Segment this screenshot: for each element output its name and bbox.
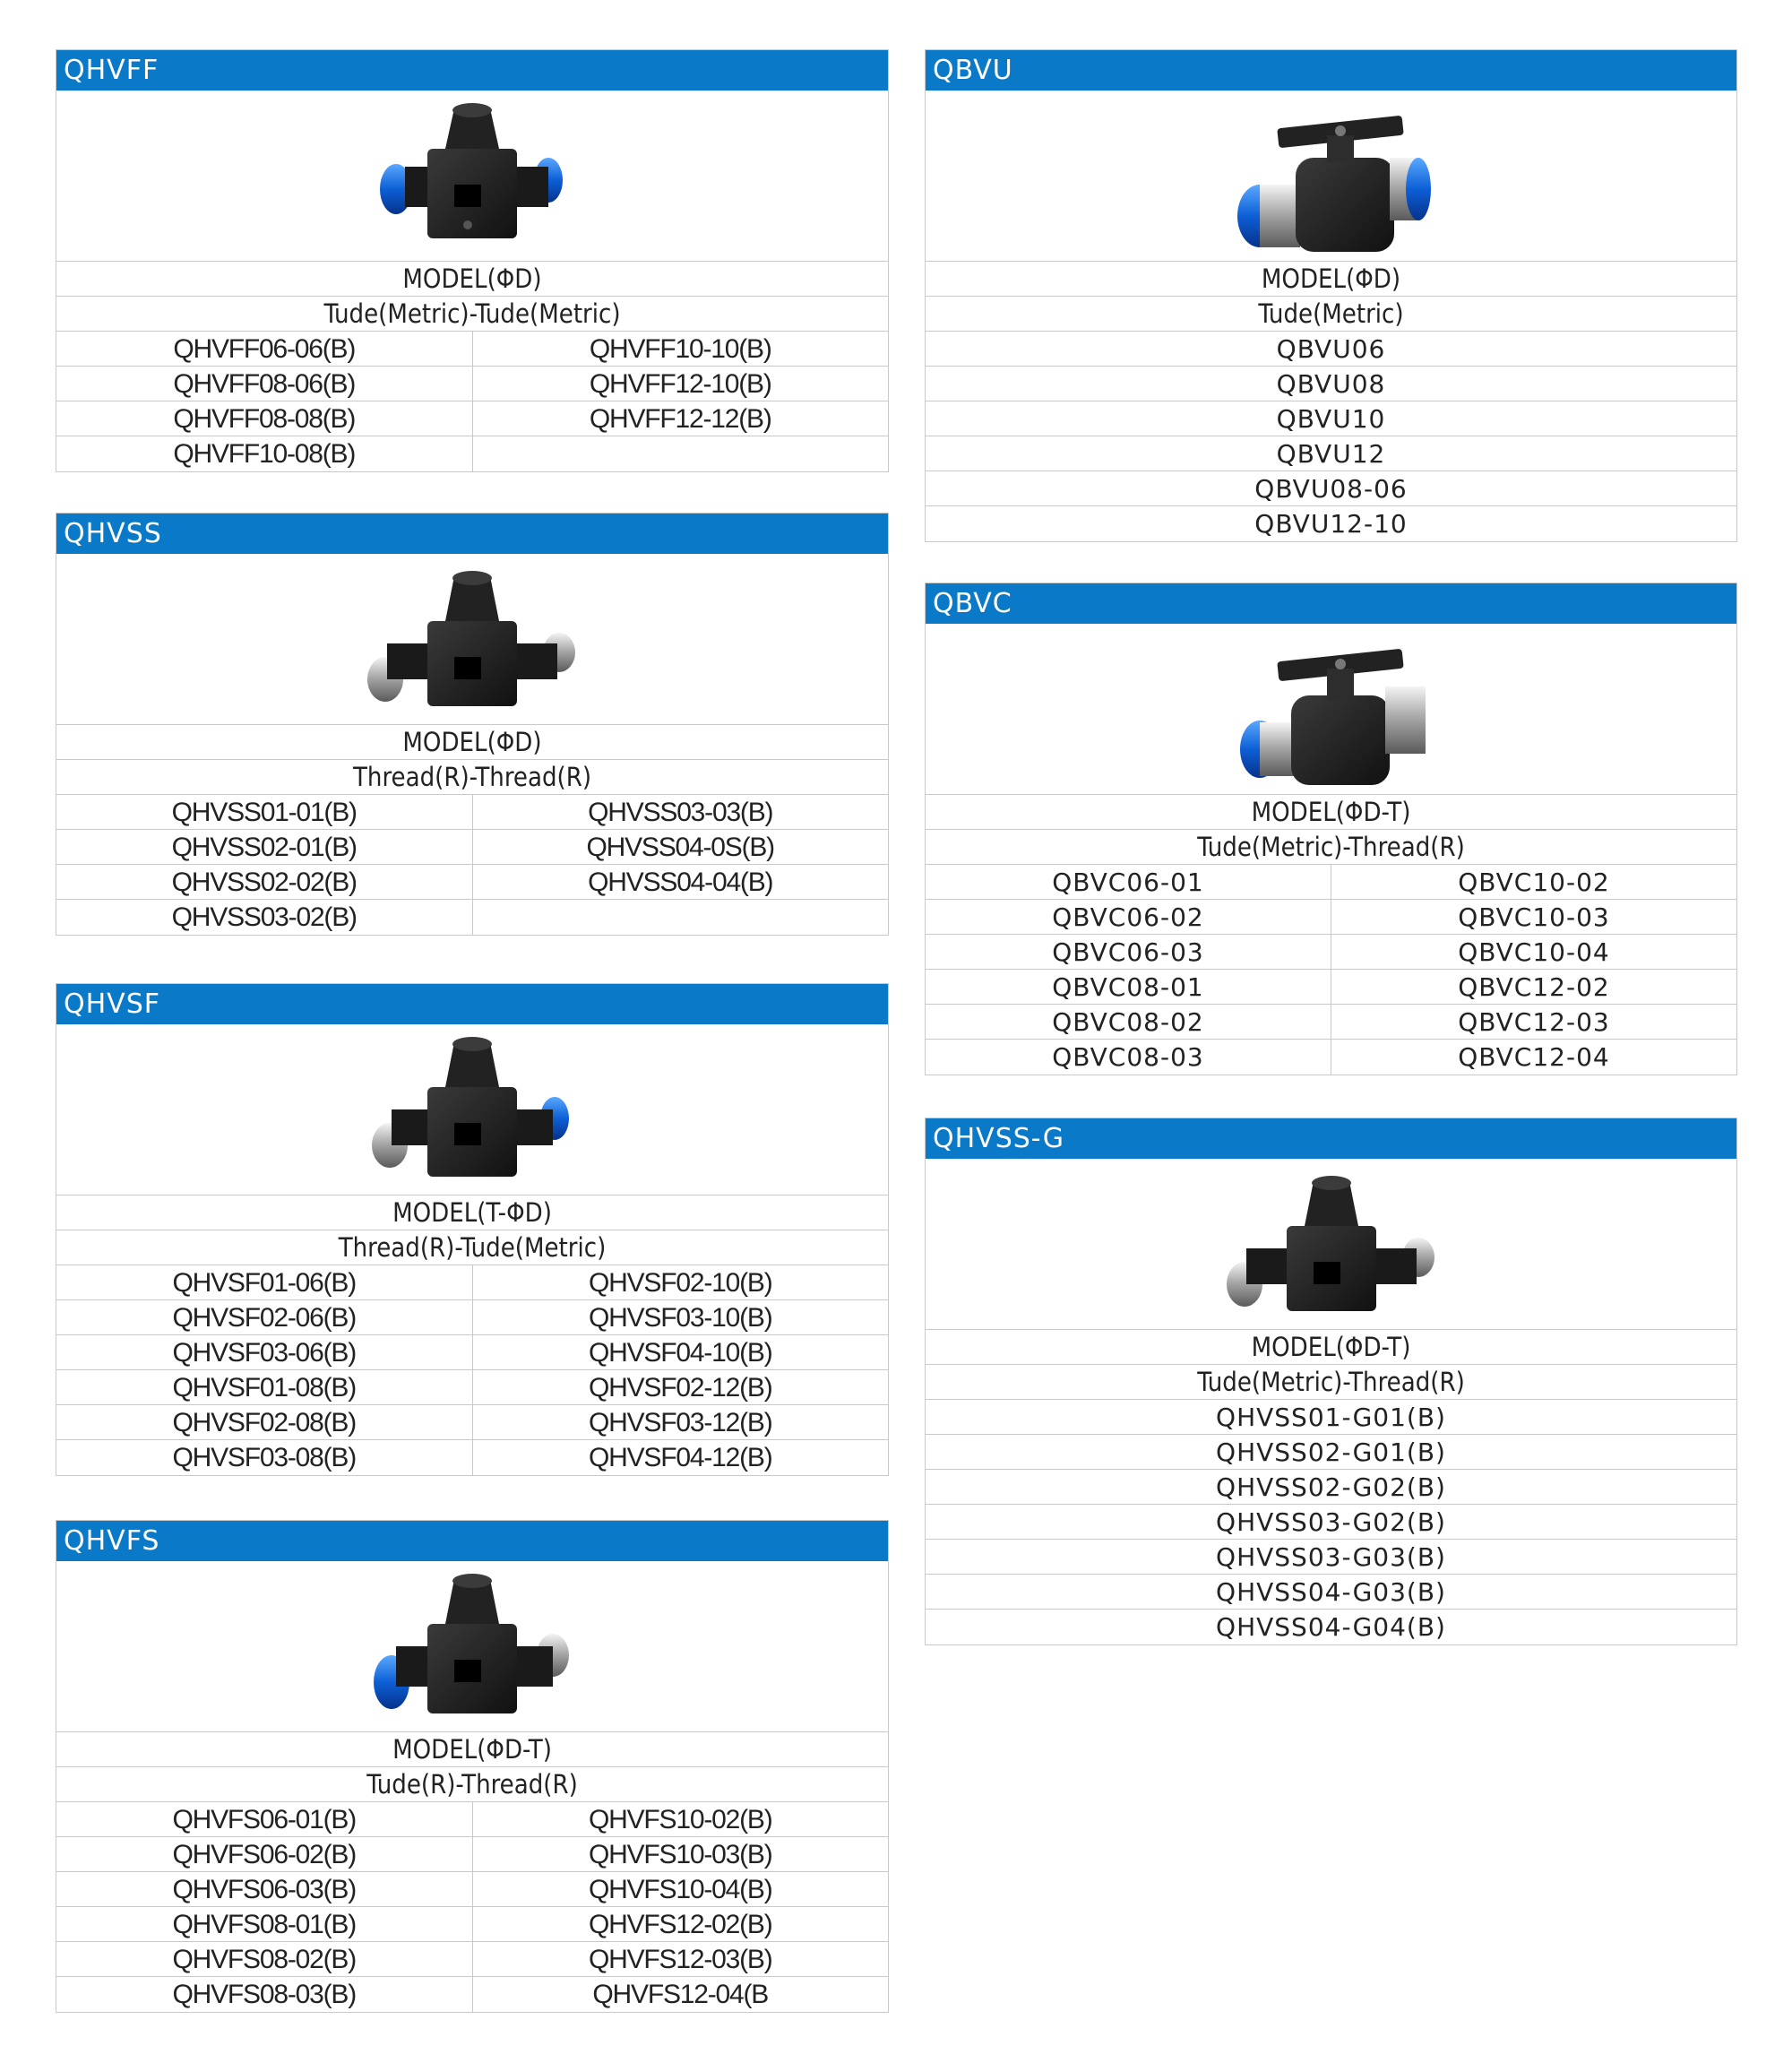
model-row xyxy=(56,262,888,297)
table-row xyxy=(926,1505,1736,1540)
model-code: QHVFF08-06(B) xyxy=(56,367,473,401)
product-image-qhvss-g xyxy=(926,1159,1736,1330)
model-code: QHVFS06-01(B) xyxy=(56,1802,473,1836)
spec-row xyxy=(926,830,1736,865)
table-row xyxy=(56,900,888,935)
section-title: QHVSS xyxy=(56,514,888,554)
model-code: QHVSS04-04(B) xyxy=(588,867,773,897)
spec-label: Tude(Metric)-Thread(R) xyxy=(1197,832,1465,862)
model-code: QHVSS04-G04(B) xyxy=(1216,1612,1446,1642)
model-code: QBVC12-03 xyxy=(1458,1007,1610,1037)
table-row xyxy=(926,436,1736,471)
model-code: QHVSF01-08(B) xyxy=(56,1370,473,1404)
spec-row xyxy=(926,1365,1736,1400)
table-row xyxy=(56,1300,888,1335)
table-row xyxy=(926,401,1736,436)
model-label: MODEL(T-ΦD) xyxy=(392,1197,552,1228)
section-qhvss-g xyxy=(925,1118,1737,1645)
section-qbvu xyxy=(925,49,1737,542)
product-image-qhvfs xyxy=(56,1561,888,1732)
spec-row xyxy=(56,297,888,332)
table-row xyxy=(56,332,888,367)
model-code: QBVU08 xyxy=(1276,369,1386,399)
table-row xyxy=(926,1005,1736,1040)
model-code: QHVFF10-08(B) xyxy=(56,436,473,471)
model-code: QHVSS02-01(B) xyxy=(56,830,473,864)
model-code: QBVU12-10 xyxy=(1254,509,1408,539)
ball-valve-icon xyxy=(1219,628,1443,790)
model-code: QHVFS12-02(B) xyxy=(589,1910,772,1939)
spec-label: Tude(Metric)-Thread(R) xyxy=(1197,1367,1465,1397)
product-image-qhvss xyxy=(56,554,888,725)
ball-valve-icon xyxy=(1219,95,1443,256)
spec-label: Tude(Metric) xyxy=(1258,298,1404,329)
model-code: QHVSF02-12(B) xyxy=(589,1373,772,1403)
table-row xyxy=(56,367,888,401)
model-code: QHVSF01-06(B) xyxy=(56,1265,473,1299)
section-qhvss xyxy=(56,513,889,936)
model-code: QBVC06-02 xyxy=(926,900,1331,934)
section-title: QHVSS-G xyxy=(926,1118,1736,1159)
table-row xyxy=(56,1265,888,1300)
model-code: QHVFS12-04(B xyxy=(592,1980,769,2009)
model-code: QHVFF12-10(B) xyxy=(589,369,771,399)
section-title: QHVSF xyxy=(56,984,888,1024)
valve-icon xyxy=(365,1570,580,1722)
model-code: QBVC08-03 xyxy=(926,1040,1331,1075)
table-row xyxy=(926,506,1736,541)
model-label: MODEL(ΦD-T) xyxy=(1251,1332,1411,1362)
spec-row xyxy=(56,1767,888,1802)
spec-label: Tude(Metric)-Tude(Metric) xyxy=(323,298,621,329)
model-code: QHVFS08-02(B) xyxy=(56,1942,473,1976)
model-label: MODEL(ΦD) xyxy=(402,263,542,294)
model-code: QBVC06-01 xyxy=(926,865,1331,899)
table-row xyxy=(56,1440,888,1475)
model-code: QHVSF02-10(B) xyxy=(589,1268,772,1298)
section-qbvc xyxy=(925,583,1737,1075)
model-code: QHVSF03-12(B) xyxy=(589,1408,772,1437)
table-row xyxy=(56,830,888,865)
section-qhvff xyxy=(56,49,889,472)
model-code: QBVU06 xyxy=(1276,334,1386,364)
table-row xyxy=(56,436,888,471)
model-code: QHVFS10-02(B) xyxy=(589,1805,772,1834)
model-code xyxy=(473,436,889,471)
product-image-qhvff xyxy=(56,91,888,262)
model-row xyxy=(56,1732,888,1767)
table-row xyxy=(56,1872,888,1907)
model-code: QHVFS06-02(B) xyxy=(56,1837,473,1871)
model-code: QHVFS08-03(B) xyxy=(56,1977,473,2012)
model-code: QBVU12 xyxy=(1276,439,1386,469)
model-code: QHVSS04-0S(B) xyxy=(586,833,774,862)
model-code: QHVSF02-08(B) xyxy=(56,1405,473,1439)
model-code: QHVSF03-06(B) xyxy=(56,1335,473,1369)
model-code: QHVSS03-02(B) xyxy=(56,900,473,935)
table-row xyxy=(926,332,1736,367)
table-row xyxy=(56,865,888,900)
model-code: QBVC08-02 xyxy=(926,1005,1331,1039)
model-code: QHVFF08-08(B) xyxy=(56,401,473,436)
spec-label: Thread(R)-Tude(Metric) xyxy=(338,1232,607,1263)
table-row xyxy=(926,1610,1736,1644)
table-row xyxy=(926,1470,1736,1505)
section-title: QHVFS xyxy=(56,1521,888,1561)
model-code: QHVSS04-G03(B) xyxy=(1216,1577,1446,1607)
model-code: QBVC12-02 xyxy=(1458,972,1610,1002)
spec-row xyxy=(56,760,888,795)
model-code: QHVFF12-12(B) xyxy=(589,404,771,434)
model-row xyxy=(926,795,1736,830)
valve-icon xyxy=(360,563,584,715)
section-title: QBVU xyxy=(926,50,1736,91)
model-code: QHVSS01-01(B) xyxy=(56,795,473,829)
model-code: QBVU10 xyxy=(1276,404,1386,434)
model-code: QHVFF10-10(B) xyxy=(589,334,771,364)
table-row xyxy=(926,935,1736,970)
table-row xyxy=(926,1040,1736,1075)
model-code: QHVFS06-03(B) xyxy=(56,1872,473,1906)
model-code: QHVFS10-03(B) xyxy=(589,1840,772,1869)
table-row xyxy=(56,1837,888,1872)
product-image-qhvsf xyxy=(56,1024,888,1196)
table-row xyxy=(926,1400,1736,1435)
model-code: QBVC10-03 xyxy=(1458,902,1610,932)
table-row xyxy=(56,1942,888,1977)
model-label: MODEL(ΦD) xyxy=(1261,263,1401,294)
spec-row xyxy=(926,297,1736,332)
section-qhvsf xyxy=(56,983,889,1476)
model-label: MODEL(ΦD-T) xyxy=(392,1734,552,1765)
table-row xyxy=(56,1802,888,1837)
model-code: QHVSS02-G01(B) xyxy=(1216,1437,1446,1467)
model-code: QHVSF03-10(B) xyxy=(589,1303,772,1333)
model-code: QHVFF06-06(B) xyxy=(56,332,473,366)
model-code: QHVSF04-12(B) xyxy=(589,1443,772,1472)
product-image-qbvc xyxy=(926,624,1736,795)
valve-icon xyxy=(365,1033,580,1186)
spec-label: Tude(R)-Thread(R) xyxy=(366,1769,578,1800)
model-code: QHVSS03-G03(B) xyxy=(1216,1542,1446,1572)
model-label: MODEL(ΦD) xyxy=(402,727,542,757)
model-code: QHVSS03-G02(B) xyxy=(1216,1507,1446,1537)
table-row xyxy=(56,795,888,830)
model-code: QHVSS02-G02(B) xyxy=(1216,1472,1446,1502)
table-row xyxy=(926,865,1736,900)
model-code: QHVSF04-10(B) xyxy=(589,1338,772,1368)
model-code: QHVSS02-02(B) xyxy=(56,865,473,899)
model-code: QHVFS10-04(B) xyxy=(589,1875,772,1904)
table-row xyxy=(56,1405,888,1440)
model-code: QHVSF02-06(B) xyxy=(56,1300,473,1334)
table-row xyxy=(56,1907,888,1942)
table-row xyxy=(56,1977,888,2012)
table-row xyxy=(926,471,1736,506)
model-label: MODEL(ΦD-T) xyxy=(1251,797,1411,827)
section-title: QBVC xyxy=(926,583,1736,624)
section-qhvfs xyxy=(56,1520,889,2013)
table-row xyxy=(926,367,1736,401)
model-code: QHVFS08-01(B) xyxy=(56,1907,473,1941)
table-row xyxy=(56,1335,888,1370)
model-row xyxy=(56,725,888,760)
section-title: QHVFF xyxy=(56,50,888,91)
model-row xyxy=(926,1330,1736,1365)
model-code xyxy=(473,900,889,935)
model-code: QBVC10-02 xyxy=(1458,867,1610,897)
model-code: QHVSF03-08(B) xyxy=(56,1440,473,1475)
valve-icon xyxy=(369,99,575,252)
table-row xyxy=(56,1370,888,1405)
valve-icon xyxy=(1219,1168,1443,1320)
table-row xyxy=(926,1575,1736,1610)
model-code: QBVC08-01 xyxy=(926,970,1331,1004)
model-code: QHVFS12-03(B) xyxy=(589,1945,772,1974)
table-row xyxy=(926,970,1736,1005)
model-row xyxy=(926,262,1736,297)
model-code: QBVC12-04 xyxy=(1458,1042,1610,1072)
table-row xyxy=(926,900,1736,935)
model-code: QBVC06-03 xyxy=(926,935,1331,969)
spec-row xyxy=(56,1230,888,1265)
model-row xyxy=(56,1196,888,1230)
model-code: QHVSS01-G01(B) xyxy=(1216,1403,1446,1432)
table-row xyxy=(926,1540,1736,1575)
model-code: QBVC10-04 xyxy=(1458,937,1610,967)
spec-label: Thread(R)-Thread(R) xyxy=(352,762,592,792)
model-code: QHVSS03-03(B) xyxy=(588,798,773,827)
model-code: QBVU08-06 xyxy=(1254,474,1408,504)
product-image-qbvu xyxy=(926,91,1736,262)
table-row xyxy=(926,1435,1736,1470)
table-row xyxy=(56,401,888,436)
